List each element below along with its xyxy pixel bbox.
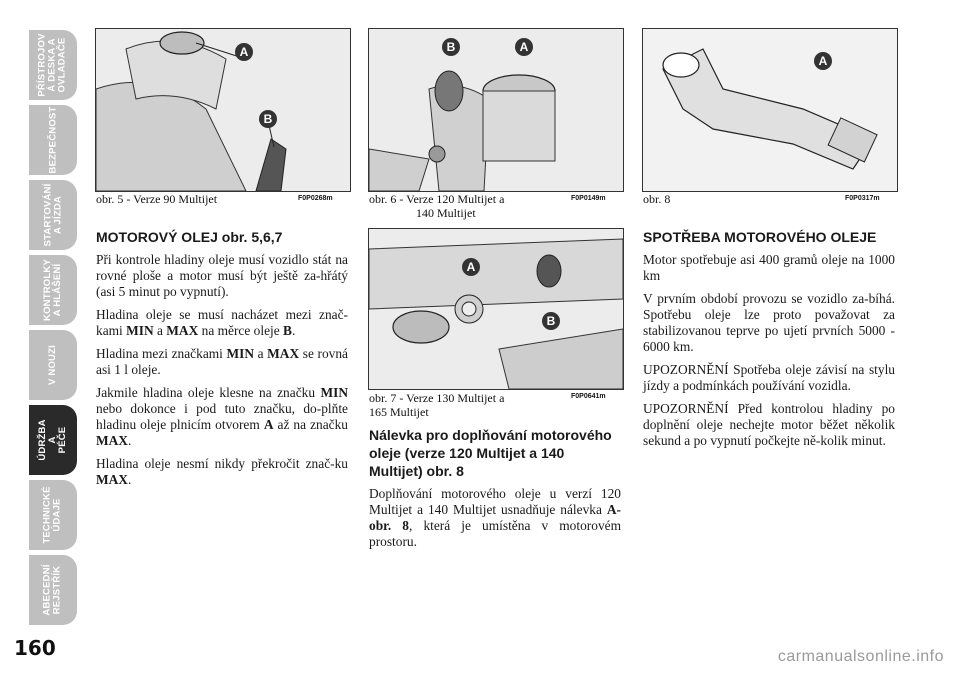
figure-8-caption: obr. 8 <box>643 192 671 206</box>
paragraph-1: Při kontrole hladiny oleje musí vozidlo stát na rovné ploše a motor musí být ještě za-hřátý (asi 5 minut po vypnutí). <box>96 252 348 299</box>
tab-bezpecnost[interactable] <box>28 105 77 175</box>
engine-drawing <box>369 29 623 191</box>
figure-6-engine-illustration <box>368 28 624 192</box>
callout-badge <box>461 257 481 277</box>
figure-8-code: F0P0317m <box>845 195 880 202</box>
callout-badge <box>541 311 561 331</box>
paragraph-5: Hladina oleje nesmí nikdy překročit znač-ku MAX. <box>96 456 348 487</box>
callout-badge <box>514 37 534 57</box>
tab-label: TECHNICKÉ ÚDAJE <box>42 486 63 544</box>
svg-text:A: A <box>466 260 476 274</box>
figure-7-engine-illustration <box>368 228 624 390</box>
paragraph-nalevka: Doplňování motorového oleje u verzí 120 Multijet a 140 Multijet usnadňuje nálevka A-obr. 8, která je umístěna v motorovém prostoru. <box>369 486 621 549</box>
tab-v-nouzi[interactable] <box>28 330 77 400</box>
tab-pristrojova-deska[interactable] <box>28 30 77 100</box>
label-a <box>514 37 534 62</box>
column-3-text <box>643 228 895 456</box>
figure-5-caption: obr. 5 - Verze 90 Multijet <box>96 192 218 206</box>
label-a <box>234 42 254 67</box>
section-heading-motorovy-olej: MOTOROVÝ OLEJ obr. 5,6,7 <box>96 229 283 245</box>
tab-label: KONTROLKY A HLÁŠENÍ <box>42 259 63 321</box>
paragraph-4: UPOZORNĚNÍ Před kontrolou hladiny po doplnění oleje nechejte motor běžet několik sekund a po vypnutí počkejte ně-kolik minut. <box>643 401 895 448</box>
column-2-text <box>369 426 621 557</box>
tab-label: STARTOVÁNÍ A JÍZDA <box>42 183 63 247</box>
label-b <box>258 109 278 134</box>
svg-text:A: A <box>818 54 828 68</box>
svg-text:A: A <box>239 45 249 59</box>
funnel-drawing <box>643 29 897 191</box>
tab-label: BEZPEČNOST <box>47 106 58 174</box>
paragraph-1: Motor spotřebuje asi 400 gramů oleje na 1000 km <box>643 252 895 283</box>
label-a <box>813 51 833 76</box>
figure-7-code: F0P0641m <box>571 393 606 400</box>
paragraph-4: Jakmile hladina oleje klesne na značku MIN nebo dokonce i pod tuto značku, do-plňte hladinu oleje plnicím otvorem A až na značku MAX. <box>96 385 348 448</box>
label-a <box>461 257 481 282</box>
figure-6-caption-line-1: obr. 6 - Verze 120 Multijet a <box>369 192 505 206</box>
section-heading-nalevka: Nálevka pro doplňování motorového oleje (verze 120 Multijet a 140 Multijet) obr. 8 <box>369 427 612 479</box>
svg-text:B: B <box>263 112 273 126</box>
section-heading-spotreba: SPOTŘEBA MOTOROVÉHO OLEJE <box>643 229 877 245</box>
label-b <box>441 37 461 62</box>
figure-7-caption-line-2: 165 Multijet <box>369 405 429 419</box>
svg-text:B: B <box>546 314 556 328</box>
figure-5-engine-illustration <box>95 28 351 192</box>
tab-label: ÚDRŽBA A PÉČE <box>37 419 68 461</box>
engine-drawing <box>369 229 623 389</box>
tab-udrzba-active[interactable] <box>28 405 77 475</box>
svg-text:A: A <box>519 40 529 54</box>
paragraph-3: UPOZORNĚNÍ Spotřeba oleje závisí na stylu jízdy a podmínkách používání vozidla. <box>643 362 895 393</box>
tab-label: PŘÍSTROJOV Á DESKA A OVLADAČE <box>37 33 68 97</box>
paragraph-2: V prvním období provozu se vozidlo za-bíhá. Spotřebu oleje lze proto považovat za stabilizovanou teprve po ujetí prvních 5000 - 6000 km. <box>643 291 895 354</box>
paragraph-2: Hladina oleje se musí nacházet mezi znač-kami MIN a MAX na měrce oleje B. <box>96 307 348 338</box>
figure-6-caption-line-2: 140 Multijet <box>416 206 476 220</box>
label-b <box>541 311 561 336</box>
tab-kontrolky[interactable] <box>28 255 77 325</box>
figure-8-funnel-illustration <box>642 28 898 192</box>
callout-badge <box>441 37 461 57</box>
callout-badge <box>813 51 833 71</box>
callout-badge <box>258 109 278 129</box>
tab-label: ABECEDNÍ REJSTŘÍK <box>42 564 63 616</box>
tab-label: V NOUZI <box>47 345 58 385</box>
svg-text:B: B <box>446 40 456 54</box>
figure-6-code: F0P0149m <box>571 195 606 202</box>
figure-7-caption-line-1: obr. 7 - Verze 130 Multijet a <box>369 391 505 405</box>
tab-technicke-udaje[interactable] <box>28 480 77 550</box>
paragraph-3: Hladina mezi značkami MIN a MAX se rovná asi 1 l oleje. <box>96 346 348 377</box>
tab-abecedni-rejstrik[interactable] <box>28 555 77 625</box>
figure-5-code: F0P0268m <box>298 195 333 202</box>
page-number: 160 <box>14 636 56 660</box>
tab-startovani[interactable] <box>28 180 77 250</box>
watermark: carmanualsonline.info <box>777 648 944 665</box>
engine-drawing <box>96 29 350 191</box>
column-1-text <box>96 228 348 495</box>
callout-badge <box>234 42 254 62</box>
